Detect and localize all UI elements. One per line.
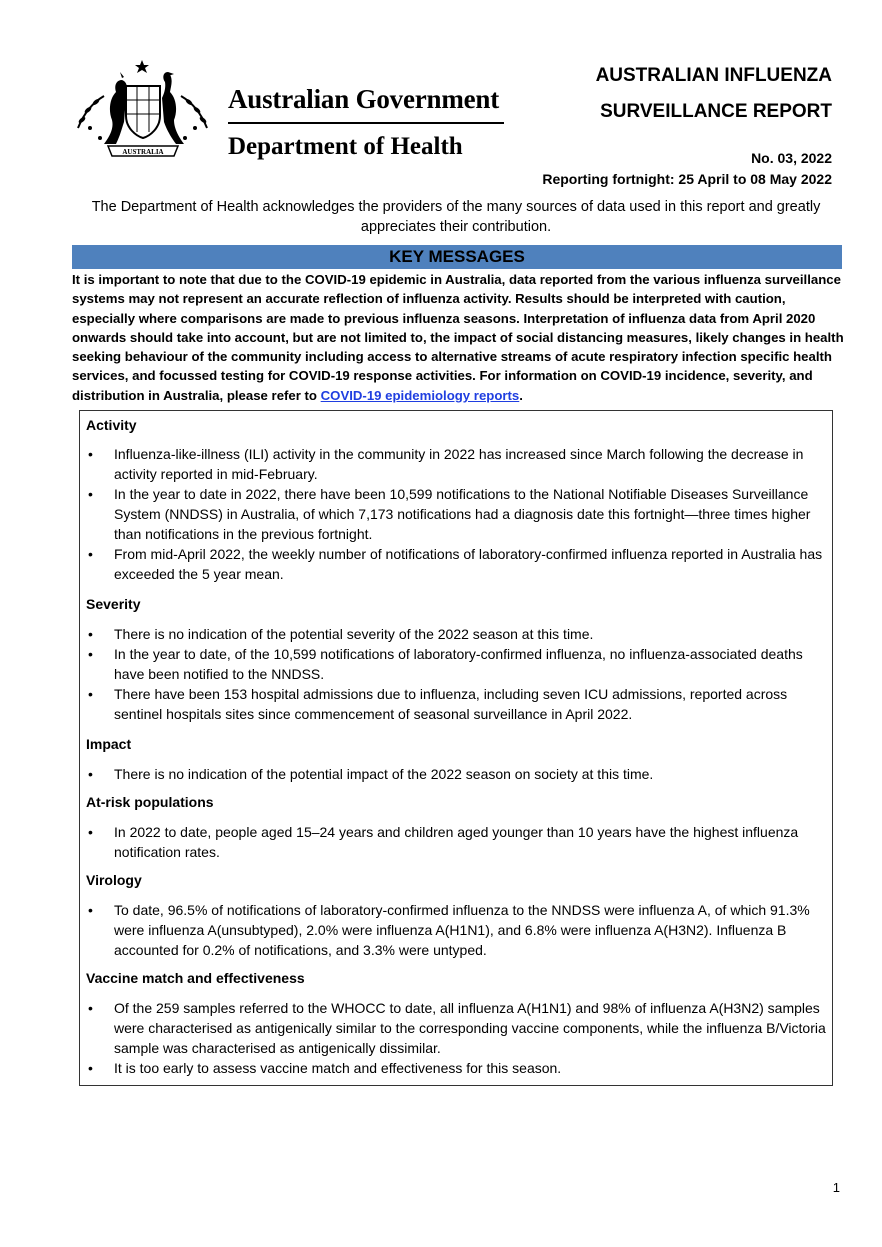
crest-motto: AUSTRALIA (122, 148, 164, 156)
department-name: Department of Health (228, 133, 463, 160)
list-item: • There is no indication of the potential impact of the 2022 season on society at this time. (86, 764, 826, 784)
section-title: Virology (86, 872, 142, 888)
list-item: • Influenza-like-illness (ILI) activity in the community in 2022 has increased since March following the decrease in activity reported in mid-February. (86, 444, 826, 484)
list-item: • To date, 96.5% of notifications of laboratory-confirmed influenza to the NNDSS were influenza A, of which 91.3% were influenza A(unsubtyped), 2.0% were influenza A(H1N1), and 6.8% were influenza A(H3N2). Influenza B accounted for 0.2% of notifications, and 3.3% were untyped. (86, 900, 826, 960)
report-title-line1: AUSTRALIAN INFLUENZA (595, 65, 832, 86)
list-item: • There have been 153 hospital admissions due to influenza, including seven ICU admissions, reported across sentinel hospitals sites since commencement of seasonal surveillance in April 2022. (86, 684, 826, 724)
notice-end: . (519, 387, 523, 403)
list-item: • In the year to date in 2022, there have been 10,599 notifications to the National Notifiable Diseases Surveillance System (NNDSS) in Australia, of which 7,173 notifications had a diagnosis date this fortnight—three times higher than notifications in the previous fortnight. (86, 484, 826, 544)
notice-text: It is important to note that due to the COVID-19 epidemic in Australia, data reported from the various influenza surveillance systems may not represent an accurate reflection of influenza activity. Results should be interpreted with caution, especially where comparisons are made to previous influenza seasons. Interpretation of influenza data from April 2020 onwards should take into account, but are not limited to, the impact of social distancing measures, likely changes in health seeking behaviour of the community including access to alternative streams of acute respiratory infection specific health services, and focussed testing for COVID-19 response activities. For information on COVID-19 incidence, severity, and distribution in Australia, please refer to (72, 272, 844, 403)
section-title: Impact (86, 736, 132, 752)
list-item: • From mid-April 2022, the weekly number of notifications of laboratory-confirmed influenza reported in Australia has exceeded the 5 year mean. (86, 544, 826, 584)
section-title: Activity (86, 417, 137, 433)
government-name: Australian Government (228, 84, 500, 114)
section-severity (86, 594, 826, 724)
section-at-risk-populations (86, 792, 826, 862)
coat-of-arms-logo (70, 58, 215, 168)
list-item: • Of the 259 samples referred to the WHOCC to date, all influenza A(H1N1) and 98% of influenza A(H3N2) samples were characterised as antigenically similar to the corresponding vaccine components, while the influenza B/Victoria sample was characterised as antigenically dissimilar. (86, 998, 826, 1058)
list-item: • It is too early to assess vaccine match and effectiveness for this season. (86, 1058, 826, 1078)
covid-epidemiology-reports-link[interactable]: COVID-19 epidemiology reports (320, 387, 520, 403)
list-item: • There is no indication of the potential severity of the 2022 season at this time. (86, 624, 826, 644)
list-item: • In the year to date, of the 10,599 notifications of laboratory-confirmed influenza, no influenza-associated deaths have been notified to the NNDSS. (86, 644, 826, 684)
report-title (596, 58, 832, 130)
key-messages-heading: KEY MESSAGES (72, 245, 842, 269)
section-vaccine-match (86, 968, 826, 1078)
covid-notice (72, 270, 844, 405)
acknowledgement: The Department of Health acknowledges the providers of the many sources of data used in this report and greatly appreciates their contribution. (91, 199, 821, 235)
reporting-fortnight: Reporting fortnight: 25 April to 08 May 2022 (542, 171, 832, 187)
government-branding (228, 82, 504, 162)
list-item: • In 2022 to date, people aged 15–24 years and children aged younger than 10 years have the highest influenza notification rates. (86, 822, 826, 862)
section-title: Vaccine match and effectiveness (86, 970, 305, 986)
section-title: At-risk populations (86, 794, 214, 810)
section-impact (86, 734, 826, 784)
section-activity (86, 415, 826, 584)
section-virology (86, 870, 826, 960)
page-number: 1 (832, 1180, 840, 1195)
report-title-line2: SURVEILLANCE REPORT (600, 101, 832, 122)
report-meta (542, 148, 832, 190)
branding-divider (228, 122, 504, 124)
report-number: No. 03, 2022 (751, 150, 832, 166)
section-title: Severity (86, 596, 141, 612)
